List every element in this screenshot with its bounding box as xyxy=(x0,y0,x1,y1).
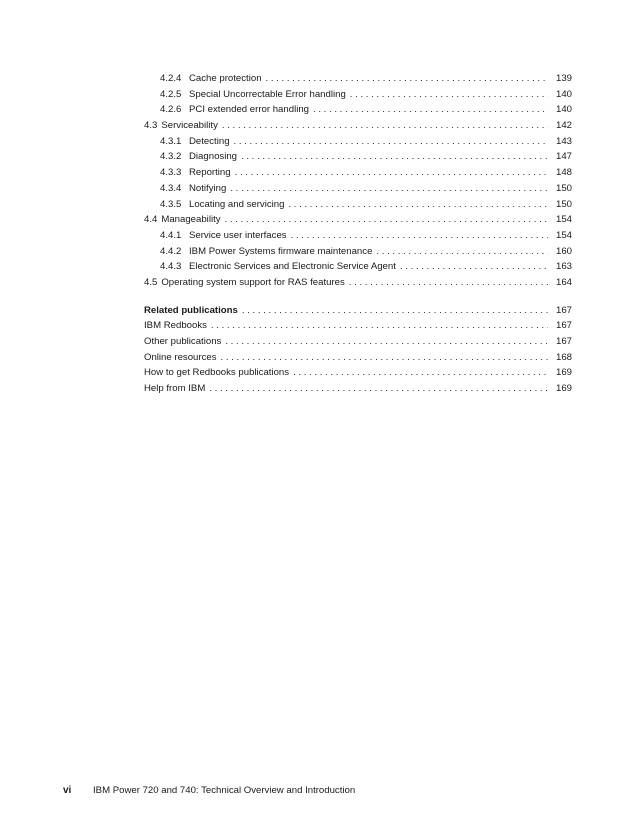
toc-entry-number: 4.4.1 xyxy=(160,229,182,241)
toc-entry-page: 164 xyxy=(555,276,572,288)
dot-leader xyxy=(225,334,548,350)
toc-entry-page: 167 xyxy=(555,320,572,332)
toc-entry-page: 169 xyxy=(555,383,572,395)
toc-entry-page: 148 xyxy=(555,167,572,179)
toc-entry-page: 169 xyxy=(555,367,572,379)
toc-entry[interactable] xyxy=(144,118,572,134)
toc-entry[interactable] xyxy=(144,134,572,150)
toc-entry-page: 142 xyxy=(555,120,572,132)
toc-entry[interactable] xyxy=(144,244,572,260)
toc-entry-title: Detecting xyxy=(189,135,230,147)
toc-entry-page: 160 xyxy=(555,245,572,257)
toc-entry-title: Electronic Services and Electronic Service Agent xyxy=(189,261,396,273)
dot-leader xyxy=(242,303,548,319)
page-number: vi xyxy=(63,785,72,796)
dot-leader xyxy=(225,212,548,228)
page-footer xyxy=(63,785,355,796)
toc-entry-number: 4.4 xyxy=(144,214,158,226)
toc-entry[interactable] xyxy=(144,165,572,181)
toc-entry[interactable] xyxy=(144,102,572,118)
toc-entry-page: 150 xyxy=(555,198,572,210)
dot-leader xyxy=(235,165,548,181)
toc-entry-number: 4.4.2 xyxy=(160,245,182,257)
toc-entry-title: Online resources xyxy=(144,351,217,363)
dot-leader xyxy=(293,365,548,381)
toc-entry[interactable] xyxy=(144,275,572,291)
toc-entry-title: Special Uncorrectable Error handling xyxy=(189,88,346,100)
dot-leader xyxy=(313,102,548,118)
dot-leader xyxy=(222,118,548,134)
toc-entry-title: Locating and servicing xyxy=(189,198,285,210)
toc-entry-number: 4.3.4 xyxy=(160,182,182,194)
dot-leader xyxy=(221,350,548,366)
toc-entry[interactable] xyxy=(144,181,572,197)
toc-entry-page: 167 xyxy=(555,336,572,347)
toc-entry-title: Serviceability xyxy=(161,120,218,132)
toc-entry-number: 4.3.1 xyxy=(160,135,182,147)
dot-leader xyxy=(288,197,548,213)
toc-entry-title: Notifying xyxy=(189,182,227,194)
toc-entry-title: Reporting xyxy=(189,167,231,179)
toc-entry-page: 168 xyxy=(555,351,572,363)
toc-entry-number: 4.2.4 xyxy=(160,73,182,84)
dot-leader xyxy=(349,275,548,291)
toc-entry[interactable] xyxy=(144,87,572,103)
toc-entry-ibm-redbooks[interactable] xyxy=(144,318,572,334)
toc-entry-title: Other publications xyxy=(144,336,222,347)
toc-entry-help-from-ibm[interactable] xyxy=(144,381,572,397)
toc-entry-title: Service user interfaces xyxy=(189,229,287,241)
dot-leader xyxy=(241,149,548,165)
toc-entry-page: 154 xyxy=(555,229,572,241)
toc-entry-other-publications[interactable] xyxy=(144,334,572,350)
toc-entry-number: 4.4.3 xyxy=(160,261,182,273)
section-gap xyxy=(144,291,572,303)
toc-entry-how-to-get-redbooks[interactable] xyxy=(144,365,572,381)
toc-entry-number: 4.2.6 xyxy=(160,104,182,116)
toc-entry-title: Related publications xyxy=(144,304,238,316)
toc-entry-page: 167 xyxy=(555,304,572,316)
toc-entry-related-publications[interactable] xyxy=(144,303,572,319)
toc-entry-title: IBM Redbooks xyxy=(144,320,207,332)
dot-leader xyxy=(209,381,548,397)
toc-entry-title: Diagnosing xyxy=(189,151,238,163)
toc-entry[interactable] xyxy=(144,71,572,87)
toc-entry[interactable] xyxy=(144,259,572,275)
toc-entry-page: 140 xyxy=(555,88,572,100)
toc-entry-title: Help from IBM xyxy=(144,383,206,395)
toc-entry-page: 154 xyxy=(555,214,572,226)
toc-entry-number: 4.3.2 xyxy=(160,151,182,163)
toc-entry-title: Manageability xyxy=(161,214,221,226)
toc-entry-online-resources[interactable] xyxy=(144,350,572,366)
dot-leader xyxy=(376,244,548,260)
toc-entry-page: 143 xyxy=(555,135,572,147)
toc-entry-number: 4.3 xyxy=(144,120,158,132)
toc-entry-page: 140 xyxy=(555,104,572,116)
dot-leader xyxy=(266,71,548,87)
dot-leader xyxy=(400,259,548,275)
toc-entry[interactable] xyxy=(144,212,572,228)
toc-entry[interactable] xyxy=(144,197,572,213)
toc-entry-page: 139 xyxy=(555,73,572,84)
toc-entry-number: 4.3.5 xyxy=(160,198,182,210)
toc-entry-title: PCI extended error handling xyxy=(189,104,309,116)
dot-leader xyxy=(291,228,548,244)
toc-entry-number: 4.5 xyxy=(144,276,158,288)
dot-leader xyxy=(350,87,548,103)
book-title: IBM Power 720 and 740: Technical Overview and Introduction xyxy=(93,785,356,796)
toc-entry-title: Cache protection xyxy=(189,73,262,84)
toc-entry-title: How to get Redbooks publications xyxy=(144,367,290,379)
toc-entry-number: 4.3.3 xyxy=(160,167,182,179)
toc-entry-page: 150 xyxy=(555,182,572,194)
toc-entry-page: 163 xyxy=(555,261,572,273)
toc-entry-number: 4.2.5 xyxy=(160,88,182,100)
dot-leader xyxy=(211,318,548,334)
toc-entry[interactable] xyxy=(144,149,572,165)
dot-leader xyxy=(234,134,548,150)
toc-entry-title: IBM Power Systems firmware maintenance xyxy=(189,245,373,257)
toc-entry-title: Operating system support for RAS features xyxy=(161,276,345,288)
dot-leader xyxy=(230,181,548,197)
toc-entry[interactable] xyxy=(144,228,572,244)
toc-entry-page: 147 xyxy=(555,151,572,163)
table-of-contents xyxy=(144,71,572,397)
